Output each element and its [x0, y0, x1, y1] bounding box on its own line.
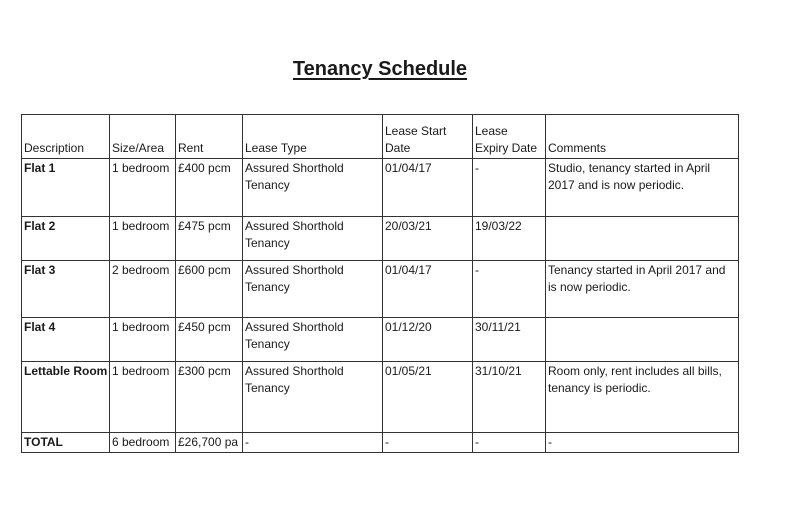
cell-lease-start: -	[383, 433, 473, 453]
cell-lease-expiry: -	[473, 159, 546, 217]
cell-lease-start: 01/05/21	[383, 362, 473, 433]
cell-size: 1 bedroom	[110, 362, 176, 433]
column-header: Description	[22, 115, 110, 159]
cell-size: 1 bedroom	[110, 217, 176, 261]
cell-lease-start: 01/04/17	[383, 261, 473, 318]
cell-rent: £300 pcm	[176, 362, 243, 433]
cell-size: 2 bedroom	[110, 261, 176, 318]
table-row	[22, 261, 739, 318]
table-row	[22, 362, 739, 433]
cell-description: TOTAL	[22, 433, 110, 453]
cell-lease-type: Assured Shorthold Tenancy	[243, 261, 383, 318]
cell-lease-start: 20/03/21	[383, 217, 473, 261]
cell-size: 6 bedroom	[110, 433, 176, 453]
cell-lease-expiry: -	[473, 433, 546, 453]
cell-lease-type: -	[243, 433, 383, 453]
cell-lease-type: Assured Shorthold Tenancy	[243, 362, 383, 433]
cell-description: Flat 1	[22, 159, 110, 217]
table-row	[22, 217, 739, 261]
cell-rent: £600 pcm	[176, 261, 243, 318]
column-header: Lease Expiry Date	[473, 115, 546, 159]
cell-rent: £400 pcm	[176, 159, 243, 217]
cell-description: Lettable Room	[22, 362, 110, 433]
document-title: Tenancy Schedule	[292, 58, 468, 80]
cell-comments: -	[546, 433, 739, 453]
cell-comments	[546, 217, 739, 261]
cell-comments: Tenancy started in April 2017 and is now periodic.	[546, 261, 739, 318]
cell-description: Flat 4	[22, 318, 110, 362]
cell-comments: Room only, rent includes all bills, tenancy is periodic.	[546, 362, 739, 433]
cell-comments: Studio, tenancy started in April 2017 and is now periodic.	[546, 159, 739, 217]
column-header: Size/Area	[110, 115, 176, 159]
cell-lease-expiry: -	[473, 261, 546, 318]
cell-lease-type: Assured Shorthold Tenancy	[243, 217, 383, 261]
cell-lease-type: Assured Shorthold Tenancy	[243, 318, 383, 362]
cell-lease-expiry: 30/11/21	[473, 318, 546, 362]
cell-rent: £450 pcm	[176, 318, 243, 362]
cell-lease-expiry: 31/10/21	[473, 362, 546, 433]
table-row	[22, 159, 739, 217]
column-header: Comments	[546, 115, 739, 159]
cell-description: Flat 2	[22, 217, 110, 261]
tenancy-schedule-table	[21, 114, 739, 453]
table-header-row	[22, 115, 739, 159]
cell-rent: £475 pcm	[176, 217, 243, 261]
cell-rent: £26,700 pa	[176, 433, 243, 453]
table-row-total	[22, 433, 739, 453]
cell-lease-expiry: 19/03/22	[473, 217, 546, 261]
column-header: Lease Start Date	[383, 115, 473, 159]
cell-lease-start: 01/12/20	[383, 318, 473, 362]
table-row	[22, 318, 739, 362]
cell-description: Flat 3	[22, 261, 110, 318]
cell-lease-type: Assured Shorthold Tenancy	[243, 159, 383, 217]
column-header: Rent	[176, 115, 243, 159]
column-header: Lease Type	[243, 115, 383, 159]
cell-lease-start: 01/04/17	[383, 159, 473, 217]
cell-comments	[546, 318, 739, 362]
cell-size: 1 bedroom	[110, 318, 176, 362]
cell-size: 1 bedroom	[110, 159, 176, 217]
